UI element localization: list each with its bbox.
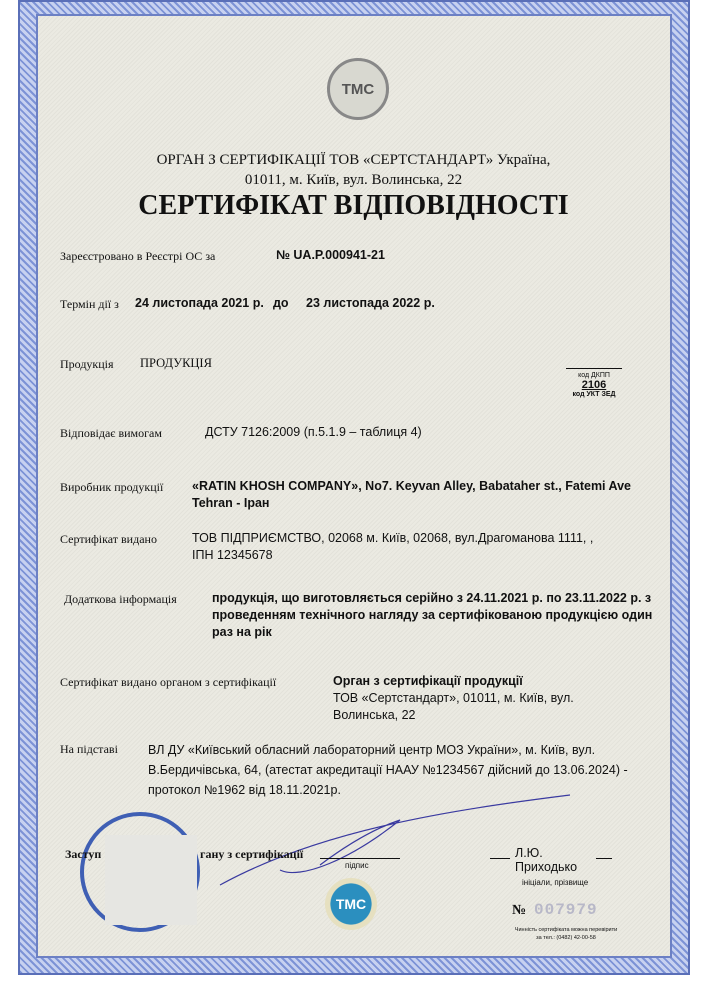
signatory-label: Заступ bbox=[65, 847, 102, 861]
signatory-label-end: гану з сертифікації bbox=[200, 847, 304, 861]
registration-number: № UA.P.000941-21 bbox=[276, 248, 385, 262]
basis-line: ВЛ ДУ «Київський обласний лабораторний центр МОЗ України», м. Київ, вул. bbox=[148, 743, 596, 757]
logo-text: ТМС bbox=[341, 80, 375, 98]
number-prefix: № bbox=[512, 903, 527, 918]
dkpp-label: код ДКПП bbox=[578, 372, 610, 379]
initials: Л.Ю. bbox=[515, 846, 543, 860]
hologram-text: ТМС bbox=[335, 896, 367, 912]
basis-line: В.Бердичівська, 64, (атестат акредитації НААУ №1234567 дійсний до 13.06.2024) - bbox=[148, 763, 628, 777]
tms-logo bbox=[327, 58, 389, 120]
surname: Приходько bbox=[515, 860, 578, 874]
additional-line: проведенням технічного нагляду за сертифікованою продукцією один bbox=[212, 608, 653, 622]
header-line-1: ОРГАН З СЕРТИФІКАЦІЇ ТОВ «СЕРТСТАНДАРТ» Україна, bbox=[156, 152, 551, 168]
issued-to-label: Сертифікат видано bbox=[60, 532, 157, 546]
redacted-area bbox=[105, 835, 197, 925]
code-box bbox=[566, 368, 622, 398]
manufacturer-label: Виробник продукції bbox=[60, 480, 164, 494]
manufacturer-value bbox=[192, 478, 631, 512]
code-value: 2106 bbox=[581, 379, 607, 391]
issued-by-line: ТОВ «Сертстандарт», 01011, м. Київ, вул. bbox=[333, 691, 574, 705]
additional-line: раз на рік bbox=[212, 625, 272, 639]
page-title: СЕРТИФІКАТ ВІДПОВІДНОСТІ bbox=[138, 190, 569, 221]
manufacturer-line: Tehran - Іран bbox=[192, 496, 270, 510]
verify-line: за тел.: (0482) 42-00-58 bbox=[536, 935, 596, 941]
issued-by-line: Орган з сертифікації продукції bbox=[333, 674, 523, 688]
basis-label: На підставі bbox=[60, 742, 118, 756]
issued-to-line: ІПН 12345678 bbox=[192, 548, 273, 562]
issued-by-value bbox=[333, 673, 574, 724]
header-line-2: 01011, м. Київ, вул. Волинська, 22 bbox=[244, 172, 463, 188]
issued-by-label: Сертифікат видано органом з сертифікації bbox=[60, 675, 277, 689]
basis-line: протокол №1962 від 18.11.2021р. bbox=[148, 783, 341, 797]
signatory-name bbox=[515, 846, 577, 874]
product-label: Продукція bbox=[60, 357, 114, 371]
verify-note bbox=[496, 926, 636, 942]
requirements-value: ДСТУ 7126:2009 (п.5.1.9 – таблиця 4) bbox=[205, 425, 422, 439]
blank-number: 007979 bbox=[534, 901, 598, 919]
requirements-label: Відповідає вимогам bbox=[60, 426, 162, 440]
additional-info-label: Додаткова інформація bbox=[64, 592, 177, 606]
product-value: ПРОДУКЦІЯ bbox=[140, 356, 212, 370]
ukt-label: код УКТ ЗЕД bbox=[572, 391, 616, 398]
additional-line: продукція, що виготовляється серійно з 24.11.2021 р. по 23.11.2022 р. з bbox=[212, 591, 652, 605]
issued-by-line: Волинська, 22 bbox=[333, 708, 416, 722]
term-label: Термін дії з bbox=[60, 297, 119, 311]
term-to-label: до bbox=[273, 296, 289, 310]
additional-info-value bbox=[212, 590, 652, 641]
signature-caption: підпис bbox=[345, 861, 369, 870]
issued-to-line: ТОВ ПІДПРИЄМСТВО, 02068 м. Київ, 02068, вул.Драгоманова 1111, , bbox=[192, 531, 594, 545]
term-to: 23 листопада 2022 р. bbox=[306, 296, 435, 310]
issuer-header bbox=[0, 150, 707, 190]
term-from: 24 листопада 2021 р. bbox=[135, 296, 264, 310]
hologram-seal bbox=[325, 878, 377, 930]
manufacturer-line: «RATIN KHOSH COMPANY», No7. Keyvan Alley, Babataher st., Fatemi Ave bbox=[192, 479, 632, 493]
name-caption: ініціали, прізвище bbox=[522, 878, 589, 887]
registered-label: Зареєстровано в Реєстрі ОС за bbox=[60, 249, 216, 263]
verify-line: Чинність сертифіката можна перевірити bbox=[514, 927, 618, 933]
issued-to-value bbox=[192, 530, 593, 564]
